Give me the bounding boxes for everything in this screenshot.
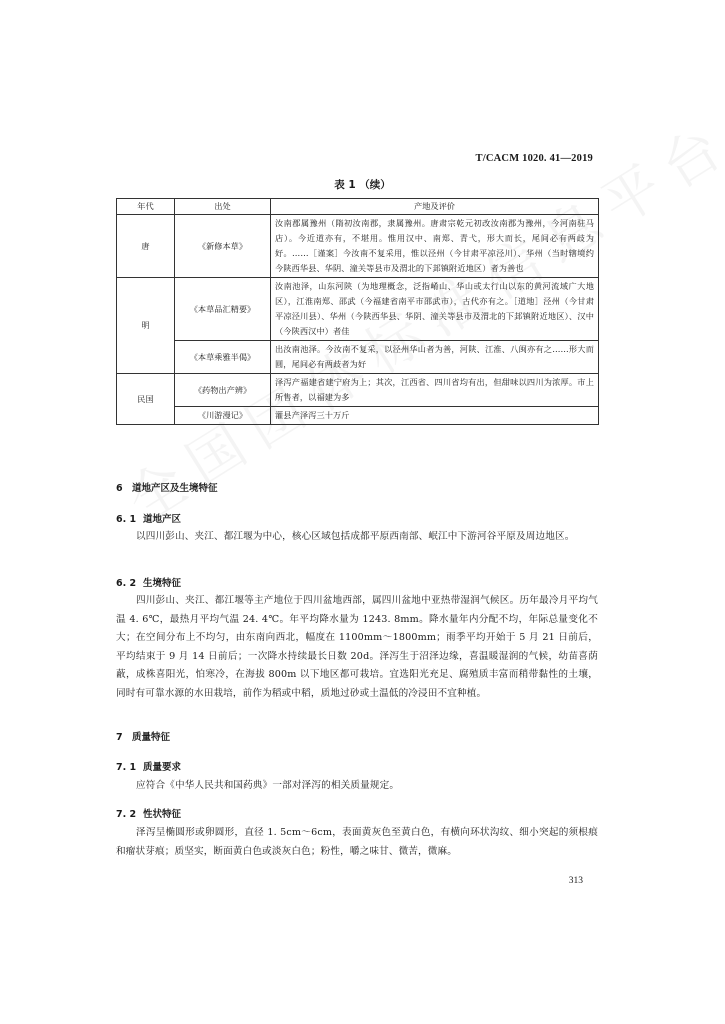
paragraph-6-1: 以四川彭山、夹江、都江堰为中心，核心区域包括成都平原西南部、岷江中下游河谷平原及周边地区。 (136, 531, 575, 542)
section-heading-6 (116, 480, 218, 494)
section-heading-7 (116, 729, 170, 743)
section-heading-6-2 (116, 575, 181, 589)
column-header-era: 年代 (117, 199, 175, 215)
era-cell: 明 (117, 278, 175, 374)
table-row (117, 278, 599, 341)
section-number: 6. 1 (116, 514, 137, 525)
column-header-source: 出处 (175, 199, 271, 215)
column-header-origin: 产地及评价 (271, 199, 599, 215)
section-title: 生境特征 (143, 578, 182, 589)
section-title: 质量要求 (143, 762, 182, 773)
origin-cell: 汝南池泽，山东河陕（为地理概念，泛指崤山、华山或太行山以东的黄河流域广大地区），江淮南郑、邵武（今福建省南平市邵武市），古代亦有之。［道地］泾州（今甘肃平凉泾川县）、华州（今陕西华县、华阴、潼关等县市及渭北的下邽镇附近地区）、汉中（今陕西汉中）者佳 (271, 278, 599, 341)
section-heading-6-1 (116, 511, 181, 525)
source-cell: 《药物出产辨》 (175, 374, 271, 407)
document-code: T/CACM 1020. 41—2019 (475, 153, 593, 164)
section-number: 7. 1 (116, 762, 137, 773)
section-title: 性状特征 (143, 809, 182, 820)
page-number: 313 (568, 876, 583, 886)
source-cell: 《本草乘雅半偈》 (175, 341, 271, 374)
era-cell: 民国 (117, 374, 175, 425)
section-title: 质量特征 (132, 732, 171, 743)
table-row (117, 341, 599, 374)
paragraph-7-2: 泽泻呈椭圆形或卵圆形，直径 1. 5cm～6cm，表面黄灰色至黄白色，有横向环状沟纹、细小突起的须根痕和瘤状芽痕；质坚实，断面黄白色或淡灰白色；粉性，嚼之味甘、微苦，微麻。 (116, 827, 598, 857)
section-number: 6 (116, 483, 123, 494)
paragraph-7-1: 应符合《中华人民共和国药典》一部对泽泻的相关质量规定。 (136, 780, 400, 791)
origin-cell: 汝南郡属豫州（隋初汝南郡，隶属豫州。唐肃宗乾元初改汝南郡为豫州，今河南驻马店）。今近道亦有，不堪用。惟用汉中、南郑、青弋，形大而长，尾间必有两歧为好。……［谨案］今汝南不复采用，惟以泾州（今甘肃平凉泾川）、华州（当时辖境约今陕西华县、华阴、潼关等县市及渭北的下邽镇附近地区）者为善也 (271, 215, 599, 278)
section-heading-7-1 (116, 759, 181, 773)
era-cell: 唐 (117, 215, 175, 278)
section-number: 7 (116, 732, 123, 743)
table-caption: 表 1 （续） (334, 179, 391, 191)
origin-table (116, 198, 599, 425)
table-row (117, 215, 599, 278)
section-heading-7-2 (116, 806, 181, 820)
table-row (117, 407, 599, 425)
origin-cell: 灌县产泽泻三十万斤 (271, 407, 599, 425)
source-cell: 《川游漫记》 (175, 407, 271, 425)
table-header-row (117, 199, 599, 215)
section-number: 7. 2 (116, 809, 137, 820)
source-cell: 《本草品汇精要》 (175, 278, 271, 341)
section-title: 道地产区及生境特征 (132, 483, 218, 494)
origin-cell: 泽泻产福建省建宁府为上；其次，江西省、四川省均有出，但甜味以四川为浓厚。市上所售者，以福建为多 (271, 374, 599, 407)
origin-cell: 出汝南池泽。今汝南不复采，以泾州华山者为善，河陕、江淮、八闽亦有之……形大而圆，尾间必有两歧者为好 (271, 341, 599, 374)
paragraph-6-2: 四川彭山、夹江、都江堰等主产地位于四川盆地西部，属四川盆地中亚热带湿润气候区。历年最冷月平均气温 4. 6℃，最热月平均气温 24. 4℃。年平均降水量为 1243. 8mm。降水量年内分配不均，年际总量变化不大；在空间分布上不均匀，由东南向西北，幅度在 1100mm～1800mm；雨季平均开始于 5 月 21 日前后，平均结束于 9 月 14 日前后；一次降水持续最长日数 20d。泽泻生于沼泽边缘，喜温暖湿润的气候，幼苗喜荫蔽，成株喜阳光，怕寒冷，在海拔 800m 以下地区都可栽培。宜选阳光充足、腐殖质丰富而稍带黏性的土壤，同时有可靠水源的水田栽培，前作为稻或中稻，质地过砂或土温低的冷浸田不宜种植。 (116, 595, 598, 699)
section-number: 6. 2 (116, 578, 137, 589)
section-title: 道地产区 (143, 514, 182, 525)
table-row (117, 374, 599, 407)
source-cell: 《新修本草》 (175, 215, 271, 278)
